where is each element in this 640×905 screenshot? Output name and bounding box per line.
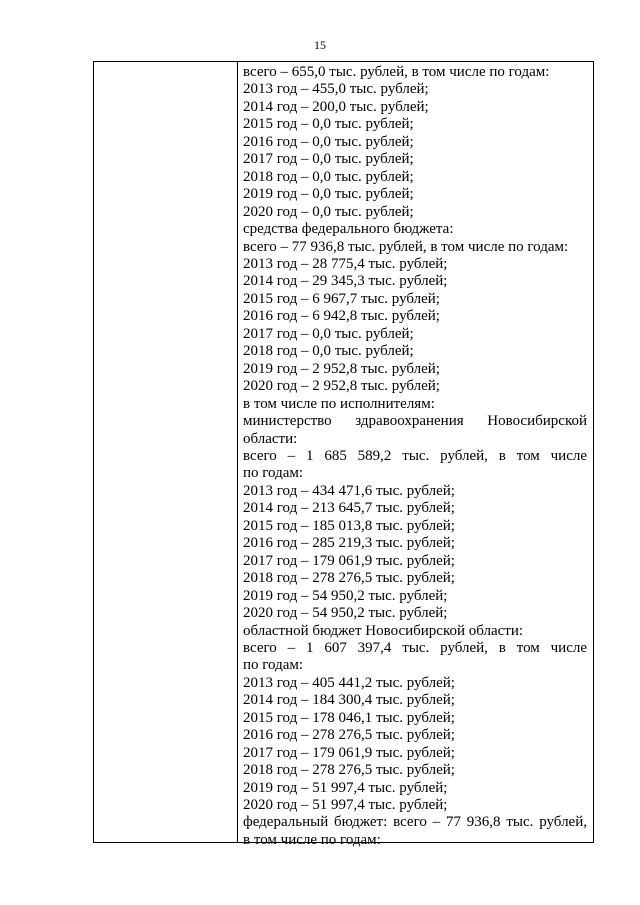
table-left-cell	[94, 62, 238, 842]
text-line: 2014 год – 29 345,3 тыс. рублей;	[243, 273, 448, 290]
text-line: всего – 1 685 589,2 тыс. рублей, в том числе	[243, 447, 587, 464]
text-line: 2016 год – 0,0 тыс. рублей;	[243, 133, 414, 150]
text-line: по годам:	[243, 465, 304, 482]
text-line: 2016 год – 278 276,5 тыс. рублей;	[243, 727, 455, 744]
text-line: 2013 год – 405 441,2 тыс. рублей;	[243, 674, 455, 691]
text-line: 2015 год – 6 967,7 тыс. рублей;	[243, 290, 440, 307]
text-line: 2020 год – 2 952,8 тыс. рублей;	[243, 378, 440, 395]
text-line: 2019 год – 2 952,8 тыс. рублей;	[243, 360, 440, 377]
text-line: области:	[243, 430, 298, 447]
text-line: 2014 год – 184 300,4 тыс. рублей;	[243, 692, 455, 709]
text-line: всего – 1 607 397,4 тыс. рублей, в том числе	[243, 639, 587, 656]
text-line: 2019 год – 54 950,2 тыс. рублей;	[243, 587, 448, 604]
text-line: 2018 год – 278 276,5 тыс. рублей;	[243, 570, 455, 587]
text-line: 2015 год – 185 013,8 тыс. рублей;	[243, 517, 455, 534]
text-line: всего – 77 936,8 тыс. рублей, в том числе по годам:	[243, 238, 569, 255]
text-line: 2016 год – 6 942,8 тыс. рублей;	[243, 308, 440, 325]
text-line: 2013 год – 455,0 тыс. рублей;	[243, 81, 429, 98]
text-line: 2017 год – 0,0 тыс. рублей;	[243, 325, 414, 342]
text-line: 2019 год – 0,0 тыс. рублей;	[243, 186, 414, 203]
text-line: министерство здравоохранения Новосибирской	[243, 413, 587, 430]
page-number: 15	[314, 38, 326, 52]
text-line: в том числе по годам:	[243, 831, 381, 848]
text-line: 2015 год – 178 046,1 тыс. рублей;	[243, 709, 455, 726]
text-line: 2020 год – 51 997,4 тыс. рублей;	[243, 797, 448, 814]
text-line: 2017 год – 0,0 тыс. рублей;	[243, 151, 414, 168]
text-line: 2020 год – 54 950,2 тыс. рублей;	[243, 605, 448, 622]
text-line: 2020 год – 0,0 тыс. рублей;	[243, 203, 414, 220]
text-line: 2016 год – 285 219,3 тыс. рублей;	[243, 535, 455, 552]
text-line: всего – 655,0 тыс. рублей, в том числе по годам:	[243, 64, 550, 80]
text-line: 2018 год – 0,0 тыс. рублей;	[243, 168, 414, 185]
text-line: 2018 год – 0,0 тыс. рублей;	[243, 343, 414, 360]
funding-table	[93, 61, 594, 848]
text-line: 2014 год – 200,0 тыс. рублей;	[243, 98, 429, 115]
text-line: областной бюджет Новосибирской области:	[243, 622, 524, 639]
text-line: 2019 год – 51 997,4 тыс. рублей;	[243, 779, 448, 796]
text-line: 2013 год – 28 775,4 тыс. рублей;	[243, 255, 448, 272]
text-line: 2017 год – 179 061,9 тыс. рублей;	[243, 744, 455, 761]
text-line: 2013 год – 434 471,6 тыс. рублей;	[243, 482, 455, 499]
text-line: 2017 год – 179 061,9 тыс. рублей;	[243, 552, 455, 569]
text-line: в том числе по исполнителям:	[243, 395, 435, 412]
text-line: средства федерального бюджета:	[243, 221, 454, 238]
text-line: по годам:	[243, 657, 304, 674]
text-line: федеральный бюджет: всего – 77 936,8 тыс. рублей,	[243, 814, 587, 831]
text-line: 2014 год – 213 645,7 тыс. рублей;	[243, 500, 455, 517]
text-line: 2018 год – 278 276,5 тыс. рублей;	[243, 762, 455, 779]
table-right-cell	[238, 62, 593, 848]
text-line: 2015 год – 0,0 тыс. рублей;	[243, 116, 414, 133]
